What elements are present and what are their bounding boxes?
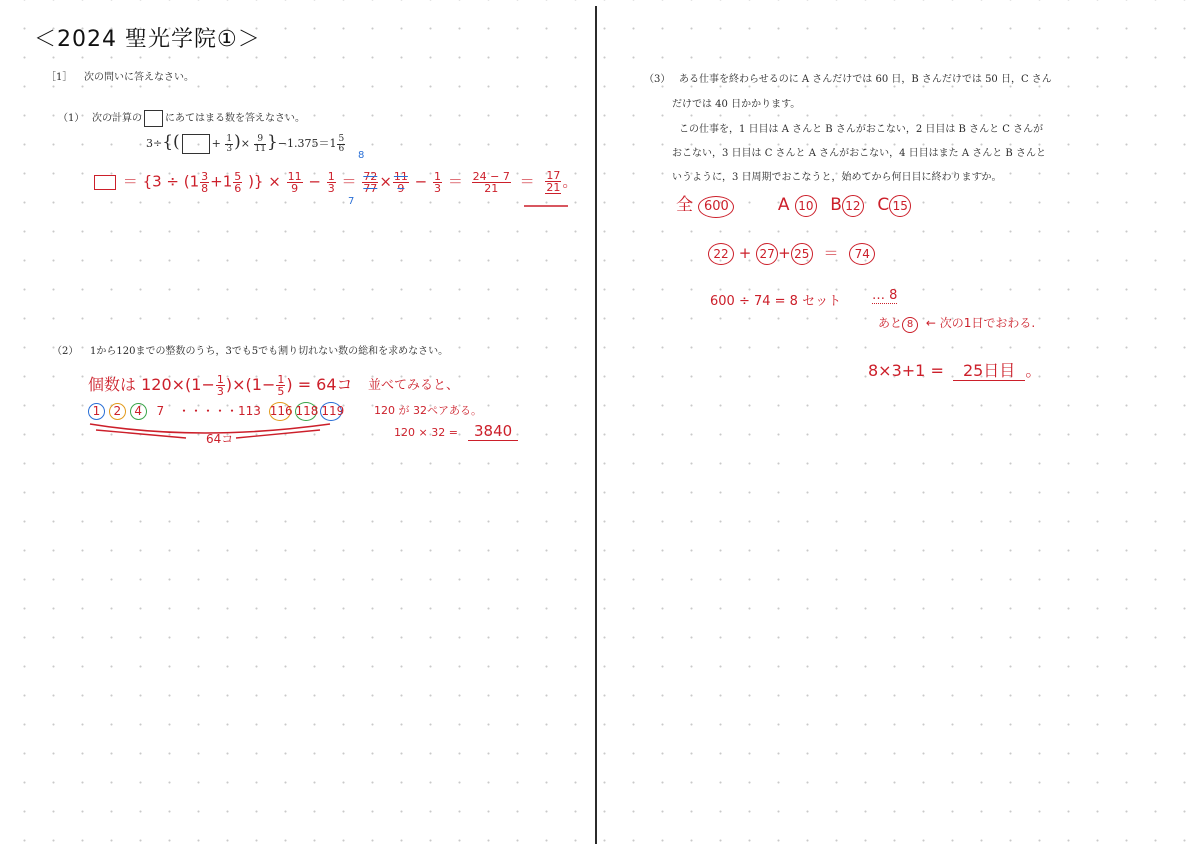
q2-answer: 3840 <box>468 422 518 441</box>
q3-number: （3） <box>644 74 671 85</box>
seq-item: 119 <box>320 402 342 421</box>
section-label: ［1］ <box>46 72 73 83</box>
cancel-denominator: 7 <box>348 196 355 207</box>
q1-equation: 3÷{( + $\frac{1}{3}$ )× $\frac{9}{11}$ }−1.375＝1 $\frac{5}{6}$ <box>146 132 345 154</box>
q3-remaining: あと 8 ← 次の1日でおわる. <box>878 314 1035 333</box>
seq-item: ・・・・・113 <box>177 404 261 418</box>
seq-item: 4 <box>130 403 147 420</box>
q2-number: （2） <box>52 346 79 357</box>
q3-totals: 全 600 A 10 B 12 C 15 <box>676 190 911 218</box>
q3-text-3: この仕事を，1 日目は A さんと B さんがおこない，2 日目は B さんと C さんが <box>679 124 1044 135</box>
seq-item: 7 <box>156 404 165 418</box>
q3-division: 600 ÷ 74 = 8 セット <box>710 294 842 309</box>
brace-underline <box>90 424 330 433</box>
q2-count-work: 個数は 120×(1− $\frac{1}{3}$ )×(1− $\frac{1}{5}$ ) = 64コ <box>88 373 353 398</box>
seq-item: 116 <box>269 402 291 421</box>
cancel-numerator: 8 <box>358 150 365 161</box>
seq-item: 1 <box>88 403 105 420</box>
q2-side-note-3: 120 × 32 = <box>394 426 458 439</box>
q2-side-note-1: 並べてみると、 <box>368 378 460 393</box>
q3-text-1: ある仕事を終わらせるのに A さんだけでは 60 日，B さんだけでは 50 日，C さん <box>679 74 1052 85</box>
seq-item: 118 <box>295 402 317 421</box>
q3-answer: 25日目 <box>953 361 1025 381</box>
q3-text-4: おこない，3 日目は C さんと A さんがおこない，4 日目はまた A さんと B さんと <box>672 148 1046 159</box>
section-instruction: 次の問いに答えなさい。 <box>84 72 194 83</box>
q2-side-note-2: 120 が 32ペアある。 <box>374 404 482 417</box>
q3-remainder: … 8 <box>872 288 898 303</box>
seq-item: 2 <box>109 403 126 420</box>
q3-text-5: いうように，3 日周期でおこなうと，始めてから何日目に終わりますか。 <box>672 172 1002 183</box>
range-line-left <box>96 430 186 438</box>
q1-work: ＝ {3 ÷ (1 $\frac{3}{8}$ +1 $\frac{5}{6}$ )} × $\frac{11}{9}$ − $\frac{1}{3}$ ＝ $\frac{72}{77}$ × $\frac{11}{9}$ − $\frac{1}{3}$ ＝ $\frac{24 - 7}{21}$ ＝ $\frac{17}{21}$ 。 <box>92 170 577 194</box>
q3-final: 8×3+1 = 25日目 。 <box>868 361 1042 380</box>
q1-prompt: 次の計算の にあてはまる数を答えなさい。 <box>92 109 305 127</box>
q3-daily-sum: 22 + 27 + 25 ＝ 74 <box>708 242 875 265</box>
q2-prompt: 1から120までの整数のうち，3でも5でも割り切れない数の総和を求めなさい。 <box>90 346 449 357</box>
q2-count-label: 64コ <box>206 432 234 446</box>
page-title: ＜2024 聖光学院①＞ <box>34 27 261 52</box>
q3-text-2: だけでは 40 日かかります。 <box>672 99 801 110</box>
q1-number: （1） <box>58 113 85 124</box>
